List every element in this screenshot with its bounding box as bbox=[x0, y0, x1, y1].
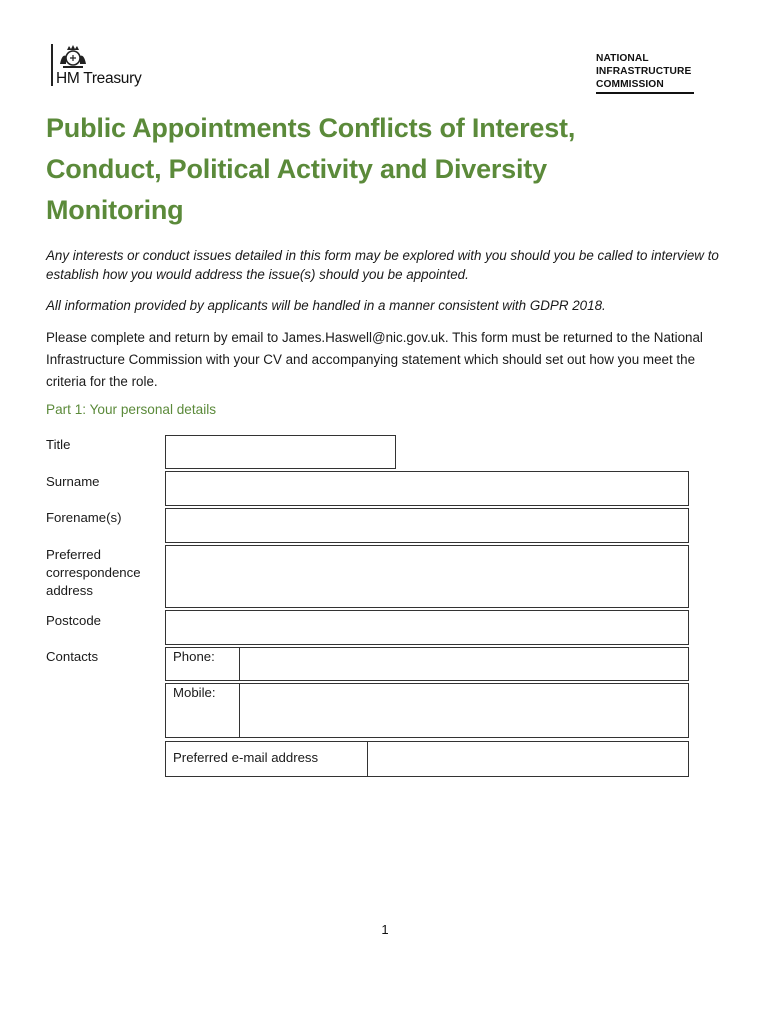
section-heading-personal-details: Part 1: Your personal details bbox=[46, 402, 217, 417]
royal-crest-icon bbox=[58, 44, 88, 70]
phone-label: Phone: bbox=[173, 649, 215, 664]
nic-logo-underline bbox=[596, 92, 694, 94]
intro-paragraph-gdpr: All information provided by applicants will be handled in a manner consistent with GDPR 2018. bbox=[46, 298, 606, 313]
nic-logo-line-3: COMMISSION bbox=[596, 79, 664, 90]
page-title bbox=[46, 108, 686, 231]
title-line-1: Public Appointments Conflicts of Interest, bbox=[46, 113, 576, 143]
forenames-label: Forename(s) bbox=[46, 510, 122, 525]
nic-logo-line-1: NATIONAL bbox=[596, 53, 649, 64]
title-line-3: Monitoring bbox=[46, 195, 184, 225]
forenames-field[interactable] bbox=[165, 508, 689, 543]
address-label: Preferred correspondence address bbox=[46, 547, 141, 598]
title-label: Title bbox=[46, 437, 71, 452]
title-field[interactable] bbox=[165, 435, 396, 469]
email-field[interactable] bbox=[368, 742, 688, 776]
address-field[interactable] bbox=[165, 545, 689, 608]
postcode-label: Postcode bbox=[46, 613, 101, 628]
phone-field[interactable] bbox=[240, 648, 688, 680]
mobile-field[interactable] bbox=[240, 684, 688, 737]
instructions-paragraph: Please complete and return by email to James.Haswell@nic.gov.uk. This form must be returned to the National Infrastructure Commission with your CV and accompanying statement which should set out how you meet the criteria for the role. bbox=[46, 330, 703, 389]
title-line-2: Conduct, Political Activity and Diversity bbox=[46, 154, 547, 184]
email-label: Preferred e-mail address bbox=[173, 750, 319, 765]
surname-label: Surname bbox=[46, 474, 100, 489]
logo-divider bbox=[51, 44, 53, 86]
contacts-label: Contacts bbox=[46, 649, 99, 664]
nic-logo-line-2: INFRASTRUCTURE bbox=[596, 66, 692, 77]
mobile-label: Mobile: bbox=[173, 685, 216, 700]
nic-logo bbox=[596, 52, 694, 94]
page-number: 1 bbox=[381, 922, 389, 937]
hm-treasury-logo-text: HM Treasury bbox=[56, 70, 142, 87]
postcode-field[interactable] bbox=[165, 610, 689, 645]
intro-paragraph-interests: Any interests or conduct issues detailed in this form may be explored with you should you be called to interview to establish how you would address the issue(s) should you be appointed. bbox=[46, 248, 719, 282]
surname-field[interactable] bbox=[165, 471, 689, 506]
